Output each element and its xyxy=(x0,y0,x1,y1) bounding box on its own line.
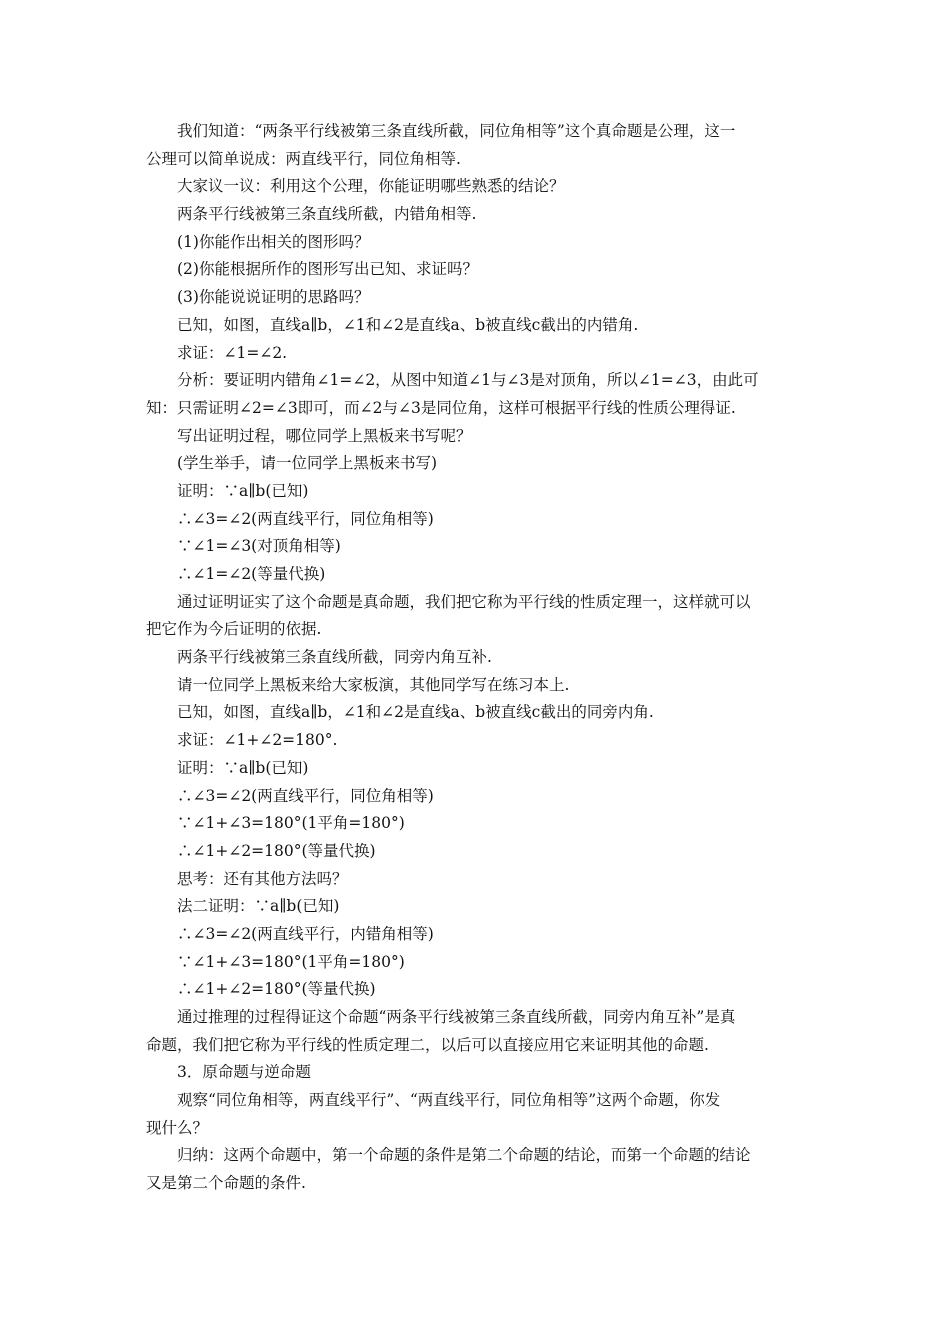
text-line: 我们知道：“两条平行线被第三条直线所截，同位角相等”这个真命题是公理，这一 xyxy=(177,122,736,140)
text-line: 思考：还有其他方法吗？ xyxy=(177,869,348,888)
text-line: (1)你能作出相关的图形吗？ xyxy=(177,232,370,251)
text-line: 证明：∵a∥b(已知) xyxy=(177,481,309,500)
text-line: ∴∠1+∠2=180°(等量代换) xyxy=(177,841,376,860)
text-line: (2)你能根据所作的图形写出已知、求证吗？ xyxy=(177,260,478,279)
text-line: 又是第二个命题的条件. xyxy=(146,1174,306,1193)
text-line: (3)你能说说证明的思路吗？ xyxy=(177,288,370,307)
text-line: 归纳：这两个命题中，第一个命题的条件是第二个命题的结论，而第一个命题的结论 xyxy=(177,1146,751,1165)
text-line: 法二证明：∵a∥b(已知) xyxy=(177,897,340,916)
text-line: 公理可以简单说成：两直线平行，同位角相等. xyxy=(146,149,461,168)
text-line: 已知，如图，直线a∥b，∠1和∠2是直线a、b被直线c截出的同旁内角. xyxy=(177,703,654,722)
text-line: 证明：∵a∥b(已知) xyxy=(177,758,309,777)
text-line: ∵∠1=∠3(对顶角相等) xyxy=(177,537,341,556)
text-line: 分析：要证明内错角∠1=∠2，从图中知道∠1与∠3是对顶角，所以∠1=∠3，由此可 xyxy=(177,371,759,390)
text-line: 已知，如图，直线a∥b，∠1和∠2是直线a、b被直线c截出的内错角. xyxy=(177,315,639,334)
text-line: ∴∠3=∠2(两直线平行，内错角相等) xyxy=(177,924,434,943)
text-line: 大家议一议：利用这个公理，你能证明哪些熟悉的结论？ xyxy=(177,177,565,196)
text-line: 求证：∠1+∠2=180°. xyxy=(177,731,338,750)
text-line: 通过证明证实了这个命题是真命题，我们把它称为平行线的性质定理一，这样就可以 xyxy=(177,592,751,611)
text-line: 两条平行线被第三条直线所截，内错角相等. xyxy=(177,205,477,224)
text-line: (学生举手，请一位同学上黑板来书写) xyxy=(177,454,438,473)
text-line: ∴∠3=∠2(两直线平行，同位角相等) xyxy=(177,786,434,805)
text-line: 知：只需证明∠2=∠3即可，而∠2与∠3是同位角，这样可根据平行线的性质公理得证. xyxy=(146,398,736,417)
document-page xyxy=(146,118,806,1198)
text-line: 现什么？ xyxy=(146,1118,209,1137)
text-line: 写出证明过程，哪位同学上黑板来书写呢？ xyxy=(177,426,472,445)
text-line: 两条平行线被第三条直线所截，同旁内角互补. xyxy=(177,648,492,667)
text-line: 通过推理的过程得证这个命题“两条平行线被第三条直线所截，同旁内角互补”是真 xyxy=(177,1008,736,1026)
text-line: ∴∠1+∠2=180°(等量代换) xyxy=(177,980,376,999)
text-line: 请一位同学上黑板来给大家板演，其他同学写在练习本上. xyxy=(177,675,570,694)
text-line: 求证：∠1=∠2. xyxy=(177,343,288,362)
text-line: ∵∠1+∠3=180°(1平角=180°) xyxy=(177,814,405,833)
text-line: ∵∠1+∠3=180°(1平角=180°) xyxy=(177,952,405,971)
text-line: 3．原命题与逆命题 xyxy=(177,1063,311,1082)
text-line: ∴∠3=∠2(两直线平行，同位角相等) xyxy=(177,509,434,528)
text-line: 命题，我们把它称为平行线的性质定理二，以后可以直接应用它来证明其他的命题. xyxy=(146,1035,709,1054)
text-line: 观察“同位角相等，两直线平行”、“两直线平行，同位角相等”这两个命题，你发 xyxy=(177,1091,721,1110)
text-line: 把它作为今后证明的依据. xyxy=(146,620,322,639)
text-line: ∴∠1=∠2(等量代换) xyxy=(177,565,326,583)
